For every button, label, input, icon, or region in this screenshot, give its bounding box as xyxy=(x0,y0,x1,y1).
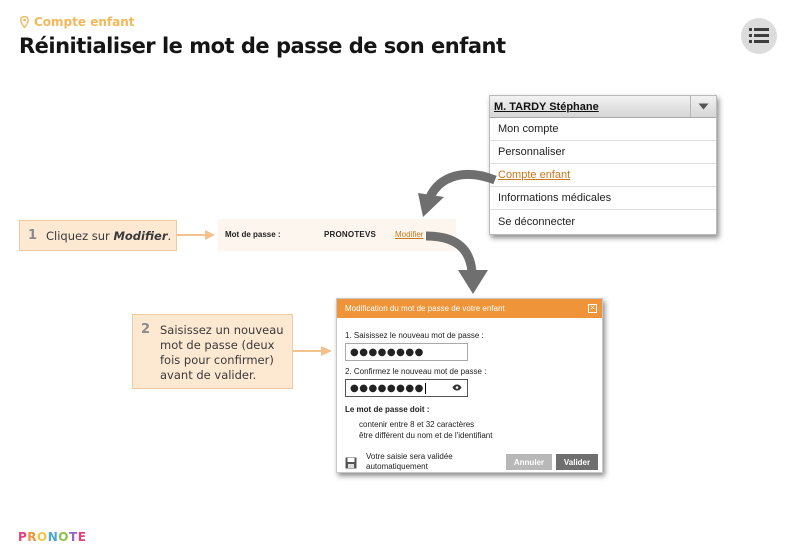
confirm-password-field[interactable]: ●●●●●●●● xyxy=(345,379,468,397)
cancel-button[interactable]: Annuler xyxy=(506,454,552,470)
password-row xyxy=(218,219,456,251)
breadcrumb-label: Compte enfant xyxy=(34,15,135,29)
logo-letter: O xyxy=(37,530,48,544)
password-value: PRONOTEVS xyxy=(324,230,377,239)
eye-icon[interactable] xyxy=(452,384,462,391)
step-2-callout xyxy=(132,314,293,389)
dialog-title: Modification du mot de passe de votre enfant xyxy=(345,304,505,313)
menu-item-compte-enfant[interactable]: Compte enfant xyxy=(490,164,716,187)
step-number: 2 xyxy=(141,322,151,337)
step-text: Saisissez un nouveau mot de passe (deux fois pour confirmer) avant de valider. xyxy=(160,323,284,382)
page-title: Réinitialiser le mot de passe de son enfant xyxy=(19,34,506,58)
dialog-header xyxy=(337,299,602,318)
rule-item: contenir entre 8 et 32 caractères xyxy=(359,420,475,429)
user-menu-header[interactable] xyxy=(490,96,716,118)
modify-link[interactable]: Modifier xyxy=(395,230,424,239)
logo-letter: R xyxy=(27,530,38,544)
user-name: M. TARDY Stéphane xyxy=(494,100,599,113)
step-number: 1 xyxy=(28,228,38,243)
save-note: Votre saisie sera validée automatiquement xyxy=(366,452,453,471)
rules-title: Le mot de passe doit : xyxy=(345,405,430,414)
menu-item-personnaliser[interactable]: Personnaliser xyxy=(490,141,716,164)
menu-item-informations-medicales[interactable]: Informations médicales xyxy=(490,187,716,210)
step2-connector-arrow xyxy=(293,346,332,356)
close-icon[interactable]: ✕ xyxy=(589,305,596,312)
menu-item-mon-compte[interactable]: Mon compte xyxy=(490,118,716,141)
user-menu xyxy=(489,95,717,235)
breadcrumb xyxy=(20,15,134,29)
list-menu-button[interactable] xyxy=(741,18,777,54)
rule-item: être différent du nom et de l'identifiant xyxy=(359,431,493,440)
menu-item-se-deconnecter[interactable]: Se déconnecter xyxy=(498,215,576,228)
step-1-callout xyxy=(19,220,177,251)
logo-letter: P xyxy=(18,530,28,544)
password-label: Mot de passe : xyxy=(225,230,281,239)
pronote-logo xyxy=(18,530,86,544)
list-icon xyxy=(749,27,769,45)
validate-button[interactable]: Valider xyxy=(556,454,598,470)
save-icon xyxy=(345,457,357,469)
logo-letter: O xyxy=(58,530,69,544)
chevron-down-icon[interactable] xyxy=(690,96,716,117)
change-password-dialog xyxy=(336,298,603,473)
map-pin-icon xyxy=(20,16,29,28)
menu-to-modify-arrow xyxy=(418,174,495,217)
logo-letter: N xyxy=(47,530,59,544)
step1-connector-arrow xyxy=(177,230,215,240)
logo-letter: E xyxy=(77,530,87,544)
new-password-field[interactable]: ●●●●●●●● xyxy=(345,343,468,361)
logo-letter: T xyxy=(69,530,78,544)
new-password-label: 1. Saisissez le nouveau mot de passe : xyxy=(345,331,484,340)
confirm-password-label: 2. Confirmez le nouveau mot de passe : xyxy=(345,367,487,376)
step-text: Cliquez sur Modifier. xyxy=(46,229,172,243)
